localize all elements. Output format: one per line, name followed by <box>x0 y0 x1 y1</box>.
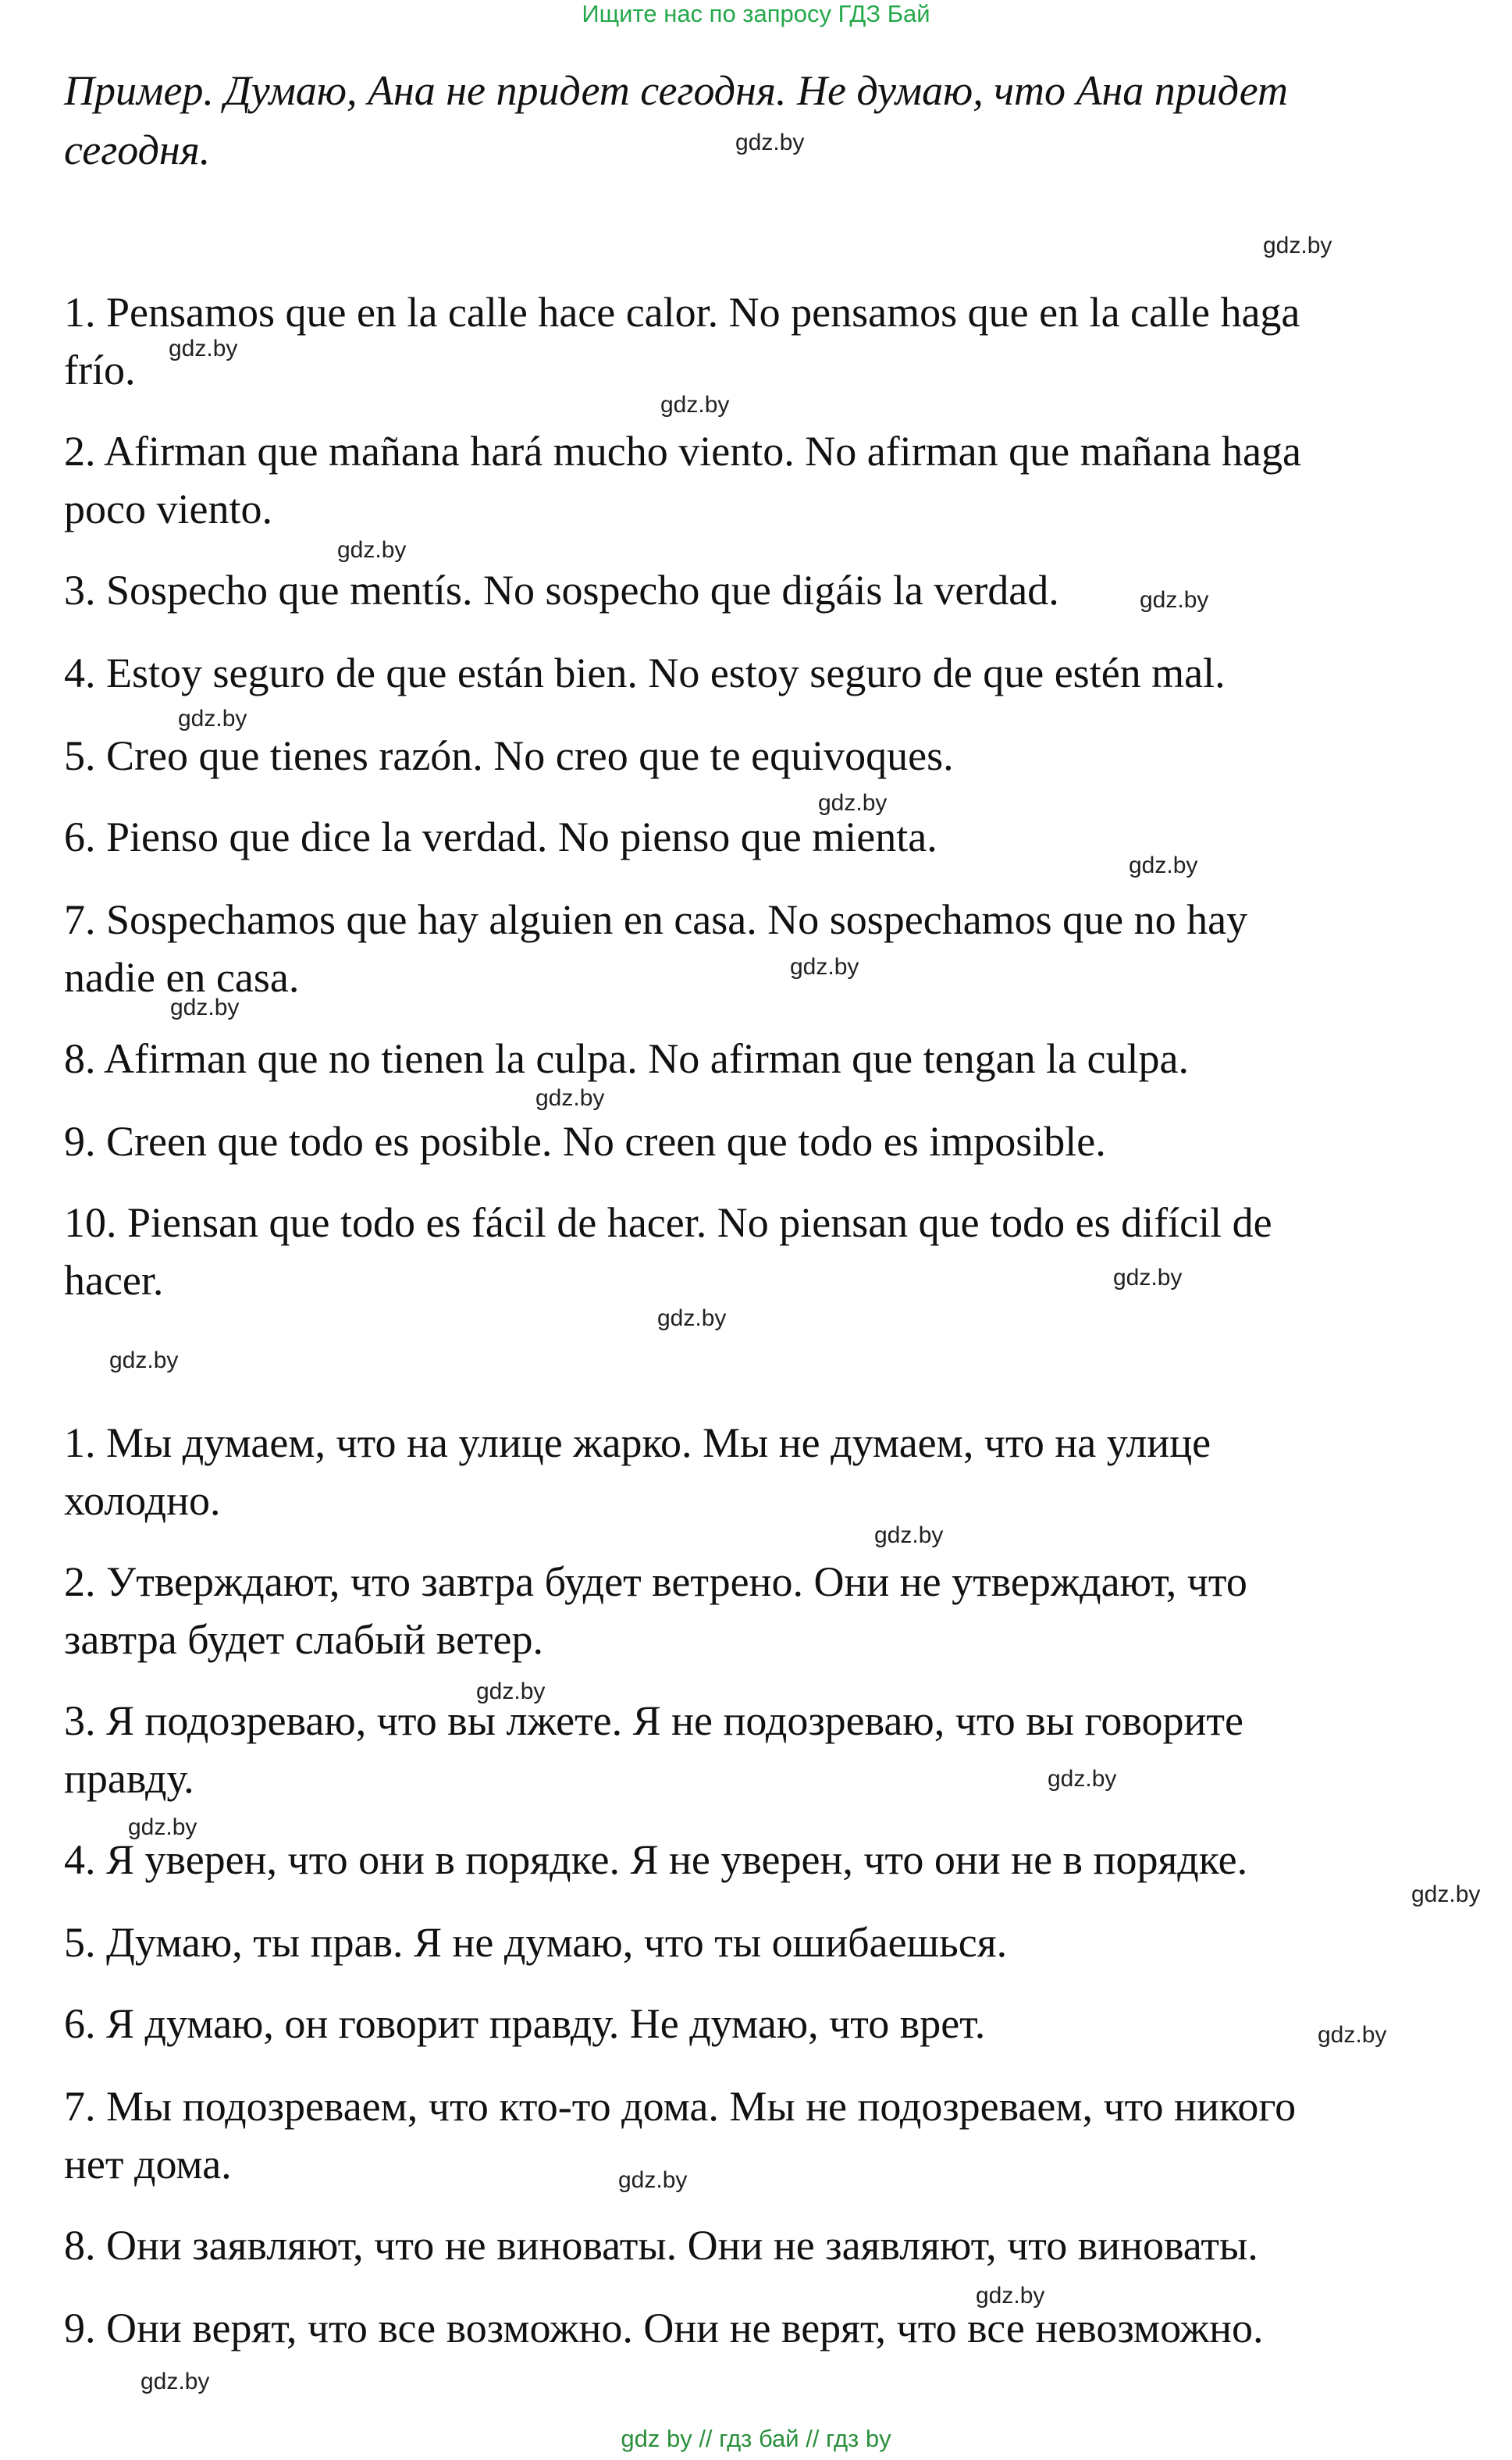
header-link[interactable]: Ищите нас по запросу ГДЗ Бай <box>582 0 930 27</box>
watermark: gdz.by <box>476 1679 546 1704</box>
footer-links[interactable]: gdz by // гдз бай // гдз by <box>621 2425 891 2452</box>
russian-line: холодно. <box>64 1477 221 1524</box>
watermark: gdz.by <box>170 995 240 1020</box>
watermark: gdz.by <box>976 2283 1045 2309</box>
russian-line: нет дома. <box>64 2141 232 2188</box>
russian-line: правду. <box>64 1755 194 1802</box>
russian-line: 3. Я подозреваю, что вы лжете. Я не подозреваю, что вы говорите <box>64 1697 1243 1744</box>
watermark: gdz.by <box>1113 1265 1183 1291</box>
watermark: gdz.by <box>535 1085 605 1111</box>
watermark: gdz.by <box>337 537 407 563</box>
spanish-line: poco viento. <box>64 486 272 532</box>
example-line: Пример. Думаю, Ана не придет сегодня. Не думаю, что Ана придет <box>64 67 1288 114</box>
watermark: gdz.by <box>1140 587 1209 613</box>
spanish-line: 2. Afirman que mañana hará mucho viento. No afirman que mañana haga <box>64 428 1301 475</box>
watermark: gdz.by <box>818 790 888 816</box>
spanish-line: frío. <box>64 347 136 393</box>
spanish-line: 7. Sospechamos que hay alguien en casa. No sospechamos que no hay <box>64 896 1248 943</box>
spanish-line: 8. Afirman que no tienen la culpa. No afirman que tengan la culpa. <box>64 1035 1189 1082</box>
watermark: gdz.by <box>141 2369 210 2394</box>
watermark: gdz.by <box>790 954 859 980</box>
spanish-line: 9. Creen que todo es posible. No creen que todo es imposible. <box>64 1118 1106 1165</box>
spanish-line: hacer. <box>64 1257 164 1304</box>
russian-line: 5. Думаю, ты прав. Я не думаю, что ты ошибаешься. <box>64 1919 1008 1966</box>
spanish-line: 6. Pienso que dice la verdad. No pienso que mienta. <box>64 813 937 860</box>
watermark: gdz.by <box>660 392 730 418</box>
russian-line: 2. Утверждают, что завтра будет ветрено. Они не утверждают, что <box>64 1558 1247 1605</box>
russian-line: 1. Мы думаем, что на улице жарко. Мы не думаем, что на улице <box>64 1419 1211 1466</box>
watermark: gdz.by <box>109 1347 179 1373</box>
spanish-line: 5. Creo que tienes razón. No creo que te equivoques. <box>64 732 954 779</box>
spanish-line: 4. Estoy seguro de que están bien. No estoy seguro de que estén mal. <box>64 650 1226 696</box>
watermark: gdz.by <box>1129 853 1198 878</box>
watermark: gdz.by <box>169 336 238 361</box>
russian-line: завтра будет слабый ветер. <box>64 1616 543 1663</box>
watermark: gdz.by <box>1048 1766 1117 1792</box>
russian-line: 4. Я уверен, что они в порядке. Я не уверен, что они не в порядке. <box>64 1836 1248 1883</box>
spanish-line: 3. Sospecho que mentís. No sospecho que digáis la verdad. <box>64 567 1059 614</box>
russian-line: 9. Они верят, что все возможно. Они не верят, что все невозможно. <box>64 2305 1264 2351</box>
russian-line: 6. Я думаю, он говорит правду. Не думаю, что врет. <box>64 2000 986 2047</box>
watermark: gdz.by <box>657 1305 727 1331</box>
spanish-line: 1. Pensamos que en la calle hace calor. No pensamos que en la calle haga <box>64 289 1300 336</box>
russian-line: 8. Они заявляют, что не виноваты. Они не заявляют, что виноваты. <box>64 2222 1258 2269</box>
watermark: gdz.by <box>1263 233 1332 258</box>
example-line: сегодня. <box>64 126 211 173</box>
watermark: gdz.by <box>874 1522 944 1548</box>
russian-line: 7. Мы подозреваем, что кто-то дома. Мы не подозреваем, что никого <box>64 2083 1297 2130</box>
spanish-line: nadie en casa. <box>64 954 300 1001</box>
watermark: gdz.by <box>1318 2022 1387 2048</box>
watermark: gdz.by <box>178 706 247 732</box>
watermark: gdz.by <box>618 2167 688 2193</box>
watermark: gdz.by <box>735 130 805 155</box>
spanish-line: 10. Piensan que todo es fácil de hacer. No piensan que todo es difícil de <box>64 1199 1272 1246</box>
watermark: gdz.by <box>128 1814 197 1840</box>
watermark: gdz.by <box>1411 1881 1481 1907</box>
